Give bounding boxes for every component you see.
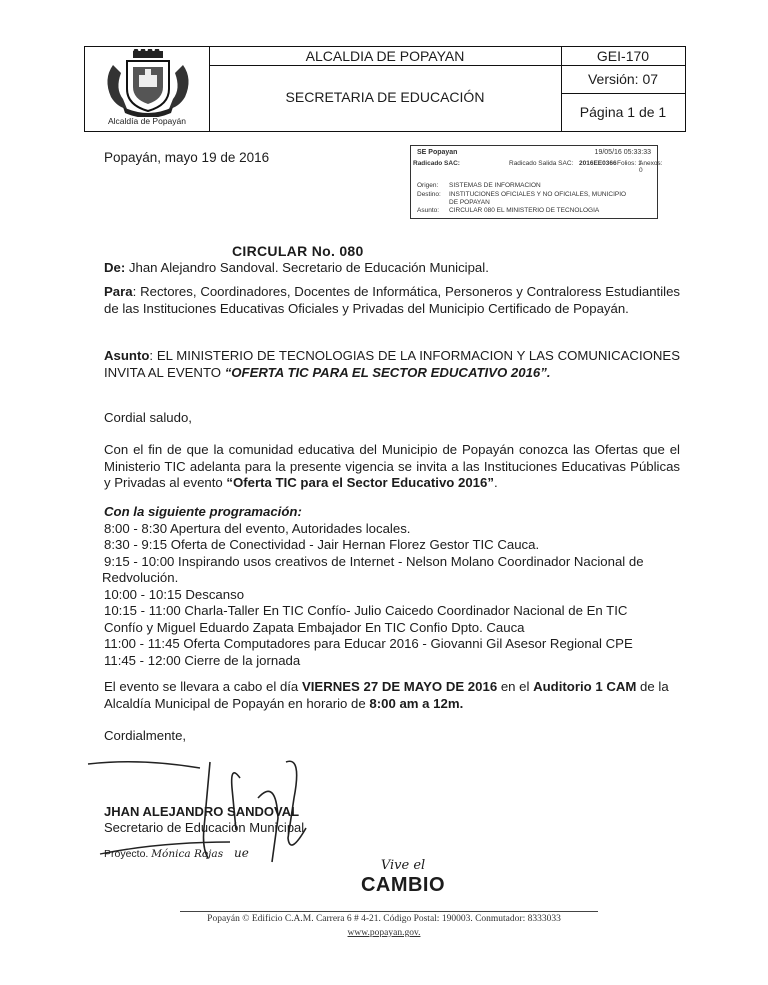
- greeting: Cordial saludo,: [104, 410, 192, 425]
- closing: Cordialmente,: [104, 728, 187, 743]
- event-place: Auditorio 1 CAM: [533, 679, 637, 694]
- prepared-by-name: Mónica Rojas: [151, 848, 224, 860]
- program-item: 8:00 - 8:30 Apertura del evento, Autoridades locales.: [104, 520, 411, 536]
- radicado-stamp: [410, 145, 663, 219]
- intro-end: .: [493, 475, 498, 490]
- stamp-datetime: 19/05/16 05:33:33: [594, 149, 651, 156]
- intro-text: Con el fin de que la comunidad educativa del Municipio de Popayán conozca las Ofertas que el Ministerio TIC adelanta para la presente vigencia se invita a las Instituciones Educativas Públicas y Privadas al evento: [104, 442, 680, 490]
- event-text-3: de la Alcaldía Municipal de Popayán en horario de: [104, 679, 669, 711]
- stamp-destino-value: INSTITUCIONES OFICIALES Y NO OFICIALES, MUNICIPIO: [449, 191, 627, 198]
- stamp-asunto-value: CIRCULAR 080 EL MINISTERIO DE TECNOLOGIA: [449, 207, 600, 214]
- department-name: SECRETARIA DE EDUCACIÓN: [285, 89, 485, 105]
- stamp-asunto-label: Asunto:: [417, 207, 440, 214]
- prepared-by-initials: ue: [234, 846, 249, 860]
- event-date: VIERNES 27 DE MAYO DE 2016: [301, 679, 498, 694]
- stamp-salida-label: Radicado Salida SAC:: [509, 160, 574, 167]
- subject-paragraph: [104, 348, 680, 381]
- date-line: Popayán, mayo 19 de 2016: [104, 150, 270, 165]
- event-info-paragraph: [104, 679, 680, 712]
- prepared-by-label: Proyecto.: [104, 848, 149, 860]
- stamp-office: SE Popayan: [417, 149, 458, 156]
- stamp-folios: Folios: 1: [617, 160, 642, 167]
- subject-event: “OFERTA TIC PARA EL SECTOR EDUCATIVO 2016”.: [224, 364, 551, 380]
- intro-event: “Oferta TIC para el Sector Educativo 2016”: [226, 475, 494, 490]
- program-section: [104, 504, 680, 669]
- program-item: 8:30 - 9:15 Oferta de Conectividad - Jair Hernan Florez Gestor TIC Cauca.: [104, 537, 540, 552]
- slogan-cambio: CAMBIO: [360, 874, 446, 896]
- event-text-2: en el: [497, 679, 534, 694]
- prepared-by: [104, 846, 249, 860]
- stamp-origen-value: SISTEMAS DE INFORMACION: [449, 182, 541, 189]
- footer-address: Popayán © Edificio C.A.M. Carrera 6 # 4-21. Código Postal: 190003. Conmutador: 8333033: [207, 914, 561, 924]
- stamp-anexos: Anexos: 0: [639, 160, 663, 174]
- stamp-destino-value2: DE POPAYAN: [449, 199, 490, 206]
- program-item: Redvolución.: [102, 570, 179, 585]
- signer-name: JHAN ALEJANDRO SANDOVAL: [104, 804, 300, 819]
- event-hours: 8:00 am a 12m.: [369, 695, 464, 711]
- document-version: Versión: 07: [587, 71, 659, 87]
- program-item: 10:15 - 11:00 Charla-Taller En TIC Confío- Julio Caicedo Coordinador Nacional de En TIC: [104, 603, 628, 618]
- page-number: Página 1 de 1: [579, 104, 667, 120]
- stamp-radicado-label: Radicado SAC:: [413, 160, 460, 167]
- document-header: [84, 46, 686, 132]
- from-text: Jhan Alejandro Sandoval. Secretario de Educación Municipal.: [125, 260, 489, 275]
- intro-paragraph: [104, 442, 680, 492]
- subject-text: : EL MINISTERIO DE TECNOLOGIAS DE LA INFORMACION Y LAS COMUNICACIONES INVITA AL EVENTO: [104, 348, 680, 380]
- signer-role: Secretario de Educación Municipal: [104, 820, 305, 835]
- to-label: Para: [104, 284, 133, 299]
- subject-label: Asunto: [104, 348, 150, 363]
- stamp-destino-label: Destino:: [417, 191, 441, 198]
- program-item: 10:00 - 10:15 Descanso: [104, 586, 245, 602]
- program-item: 11:45 - 12:00 Cierre de la jornada: [104, 652, 301, 668]
- circular-title: CIRCULAR No. 080: [232, 243, 364, 259]
- slogan-vive: Vive el: [380, 858, 426, 873]
- document-code: GEI-170: [596, 48, 650, 64]
- stamp-salida-value: 2016EE0366: [579, 160, 617, 167]
- to-text: : Rectores, Coordinadores, Docentes de Informática, Personeros y Contraloress Estudiantiles de las Instituciones Educativas Oficiales y Privadas del Municipio Certificado de Popayán.: [104, 284, 680, 316]
- to-paragraph: [104, 284, 680, 317]
- from-label: De:: [104, 260, 126, 275]
- program-item: 9:15 - 10:00 Inspirando usos creativos de Internet - Nelson Molano Coordinador Nacional de: [104, 553, 644, 569]
- footer-website-link[interactable]: www.popayan.gov.: [347, 928, 421, 938]
- event-text-1: El evento se llevara a cabo el día: [104, 679, 302, 694]
- organization-name: ALCALDIA DE POPAYAN: [305, 48, 465, 64]
- logo-caption: Alcaldía de Popayán: [108, 116, 186, 126]
- program-item: 11:00 - 11:45 Oferta Computadores para Educar 2016 - Giovanni Gil Asesor Regional CPE: [104, 636, 633, 651]
- footer-divider: [180, 911, 598, 912]
- program-heading: Con la siguiente programación:: [104, 504, 302, 519]
- program-item: Confío y Miguel Eduardo Zapata Embajador En TIC Confio Dpto. Cauca: [104, 619, 525, 635]
- from-line: [104, 260, 680, 277]
- coat-of-arms-icon: [93, 49, 203, 117]
- stamp-origen-label: Origen:: [417, 182, 439, 189]
